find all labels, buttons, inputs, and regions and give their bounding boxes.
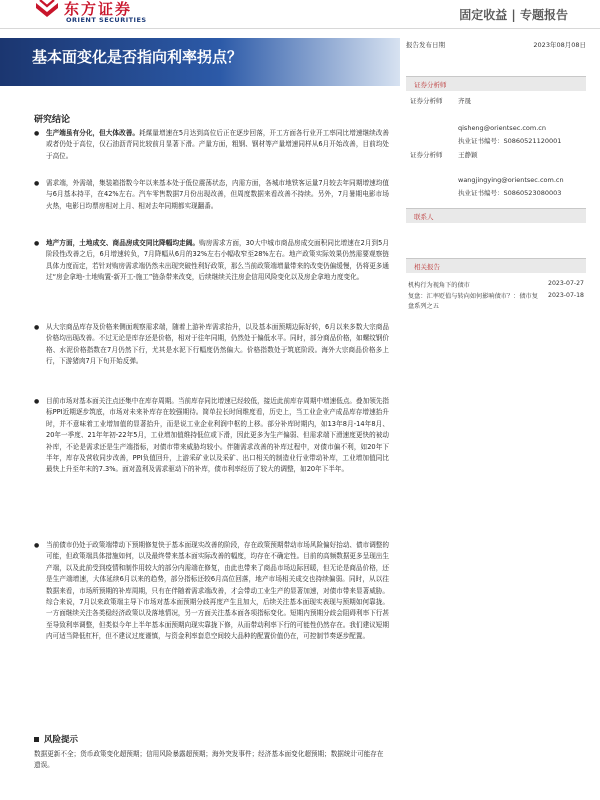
orient-logo-icon	[34, 0, 60, 20]
section-title: 研究结论	[34, 115, 71, 125]
analyst-email[interactable]: qisheng@orientsec.com.cn	[458, 124, 546, 132]
report-type: 固定收益 | 专题报告	[459, 8, 568, 22]
conclusion-paragraph	[34, 540, 389, 643]
bullet-icon: ●	[34, 180, 40, 187]
conclusion-paragraph	[34, 128, 389, 162]
publish-date: 2023年08月08日	[533, 41, 586, 49]
analyst-cert: 执业证书编号：S0860523080003	[458, 189, 562, 197]
related-report-2[interactable]	[406, 292, 586, 314]
analyst-role: 证券分析师	[410, 97, 443, 105]
bullet-icon: ●	[34, 130, 40, 137]
paragraph-text: 当前债市仍处于政策端带动下预期修复快于基本面现实改善的阶段，存在政策预期带动市场风险偏好抬动、债市调整的可能，但政策端具体措施如何，以及最终带来基本面实际改善的幅度，均存在不确定性。目前的高频数据更多呈现出生产端，以及此前受到疫情和制作用较大的部分内需端在修复，由此也带来了商品市场边际回暖，但无论是商品价格，还是生产端增速，大体延续6月以来的趋势，部分指标还较6月高位回落，地产市场相关成交也持续偏弱。同时，从以往数据来看，市场所预期的补库周期，只有在伴随着需求端改善，才会带动工业生产的显著加速，对债市带来显著威胁。综合来说，7月以来政策端主导下市场对基本面预期分歧再度产生且加大，后续关注基本面现实表现与预期如何靠拢。一方面继续关注各类稳经济政策以及落地情况，另一方面关注基本面各项指标变化。短期内预期分歧会阻碍利率下行甚至导致利率调整，但类似今年上半年基本面预期向现实靠拢下修，从而带动利率下行的可能性仍然存在。我们建议短期内可适当降低杠杆，但不建议过度谨慎，与资金利率套息空间较大品种的配置价值仍在，可控制节奏逐步配置。	[46, 541, 389, 641]
analyst-name: 齐晟	[458, 97, 471, 105]
conclusion-paragraph	[34, 178, 389, 212]
paragraph-text: 购房需求方面，30大中城市商品房成交面积同比增速在2月到5月阶段性改善之后，6月增速转负，7月降幅从6月的32%左右小幅收窄至28%左右。地产政策实际效果仍然需要观察链具体力度而定，若针对购房需求端仍然未出现突破性利好政策，那么当前政策端增量带来的改变仍偏缓慢，仍将更多通过“房企拿地-土地购置-新开工-施工”链条带来改变，后续继续关注房企信用风险变化以及房企拿地力度变化。	[46, 239, 390, 282]
contact-box-header	[406, 208, 586, 223]
paragraph-text: 耗煤量增速在5月达到高位后正在逐步回落，开工方面各行业开工率同比增速继续改善或者仍处于高位，仅石油沥青同比较前月显著下滑。产量方面，粗钢、钢材等产量增速同样从6月开始改善，目前均处于高位。	[46, 129, 390, 160]
paragraph-text: 目前市场对基本面关注点还集中在库存周期。当前库存同比增速已经较低，接近此前库存周期中增速低点。叠加领先指标PPI近期逐步筑底，市场对未来补库存在较强期待。简单拉长时间维度看，历史上，当工业企业产成品库存增速抬升时，并不意味着工业增加值的显著抬升，而是说工业企业利润中枢的上移。部分补库时期内，如13年8月-14年8月、20年一季度、21年年初-22年5月，工业增加值维持低位或下滑，因此更多为生产偏弱、但需求端下滑速度更快的被动补库，不论是需求还是生产端指标，对债市带来威胁均较小。伴随需求改善的补库过程中，对债市偏不利，如20年下半年，库存及营收同步改善，PPI负值回升，上游采矿业以及采矿、出口相关的制造业行业带动补库，工业增加值同比最快上升至年末的7.3%。面对盈利及需求驱动下的补库，债市利率经历了较大的调整，如20年下半年。	[46, 397, 389, 474]
report-title: 基本面变化是否指向利率拐点？	[32, 48, 243, 66]
paragraph-lead: 地产方面，土地成交、商品房成交同比降幅均走阔。	[46, 239, 200, 247]
related-box-header	[406, 258, 586, 273]
logo-text-en: ORIENT SECURITIES	[66, 16, 147, 24]
conclusion-paragraph	[34, 396, 389, 476]
publish-date-label: 报告发布日期	[406, 41, 445, 49]
analyst-cert: 执业证书编号：S0860521120001	[458, 137, 562, 145]
conclusion-paragraph	[34, 238, 389, 284]
paragraph-text: 从大宗商品库存及价格来侧面观察需求端，随着上游补库需求抬升，以及基本面预期边际好转，6月以来多数大宗商品价格均出现改善。不过无论是库存还是价格，相对于往年同期，仍然处于偏低水平。同时，部分商品价格，如螺纹钢价格、水泥价格指数在7月仍然下行，尤其是水泥下行幅度仍然偏大。价格指数处于筑底阶段。海外大宗商品价格多上行，下游猪肉7月下旬开始反弹。	[46, 323, 389, 366]
conclusion-paragraph	[34, 322, 389, 368]
bullet-icon: ●	[34, 240, 40, 247]
square-bullet-icon	[34, 737, 39, 742]
related-box-title: 相关报告	[414, 263, 440, 271]
related-report-date: 2023-07-27	[548, 280, 584, 287]
paragraph-lead: 生产端虽有分化，但大体改善。	[46, 129, 140, 137]
analyst-role: 证券分析师	[410, 151, 443, 159]
bullet-icon: ●	[34, 398, 40, 405]
analysts-box-header	[406, 76, 586, 91]
bullet-icon: ●	[34, 542, 40, 549]
bullet-icon: ●	[34, 324, 40, 331]
risk-text: 数据更新不全；货币政策变化超预期；信用风险暴露超预期；海外突发事件；经济基本面变化超预期；数据统计可能存在遗误。	[34, 750, 384, 770]
related-report-title[interactable]: 机构行为视角下的债市	[408, 282, 470, 289]
related-report-date: 2023-07-18	[548, 292, 584, 299]
related-report-title[interactable]: 复盘：汇率贬值与转向如何影响债市？：债市复盘系列之五	[408, 293, 538, 310]
logo-text-cn: 东方证券	[64, 0, 133, 18]
contact-box-title: 联系人	[414, 213, 434, 221]
publish-date-row	[406, 40, 586, 49]
header-divider	[0, 28, 600, 29]
paragraph-text: 需求端，外需端，集装箱指数今年以来基本处于低位震荡状态，内需方面，各城市地铁客运量7月较去年同期增速均值与6月基本持平，在42%左右。汽车零售数据7月份出现改善，但周度数据来看改善不持续。另外，7月暑期电影市场火热，电影日均票房相对上月、相对去年同期都实现翻番。	[46, 179, 389, 210]
logo	[34, 0, 164, 26]
analysts-box-title: 证券分析师	[414, 81, 447, 89]
risk-title: 风险提示	[34, 733, 78, 745]
analyst-name: 王静颖	[458, 151, 478, 159]
analyst-email[interactable]: wangjingying@orientsec.com.cn	[458, 176, 564, 184]
